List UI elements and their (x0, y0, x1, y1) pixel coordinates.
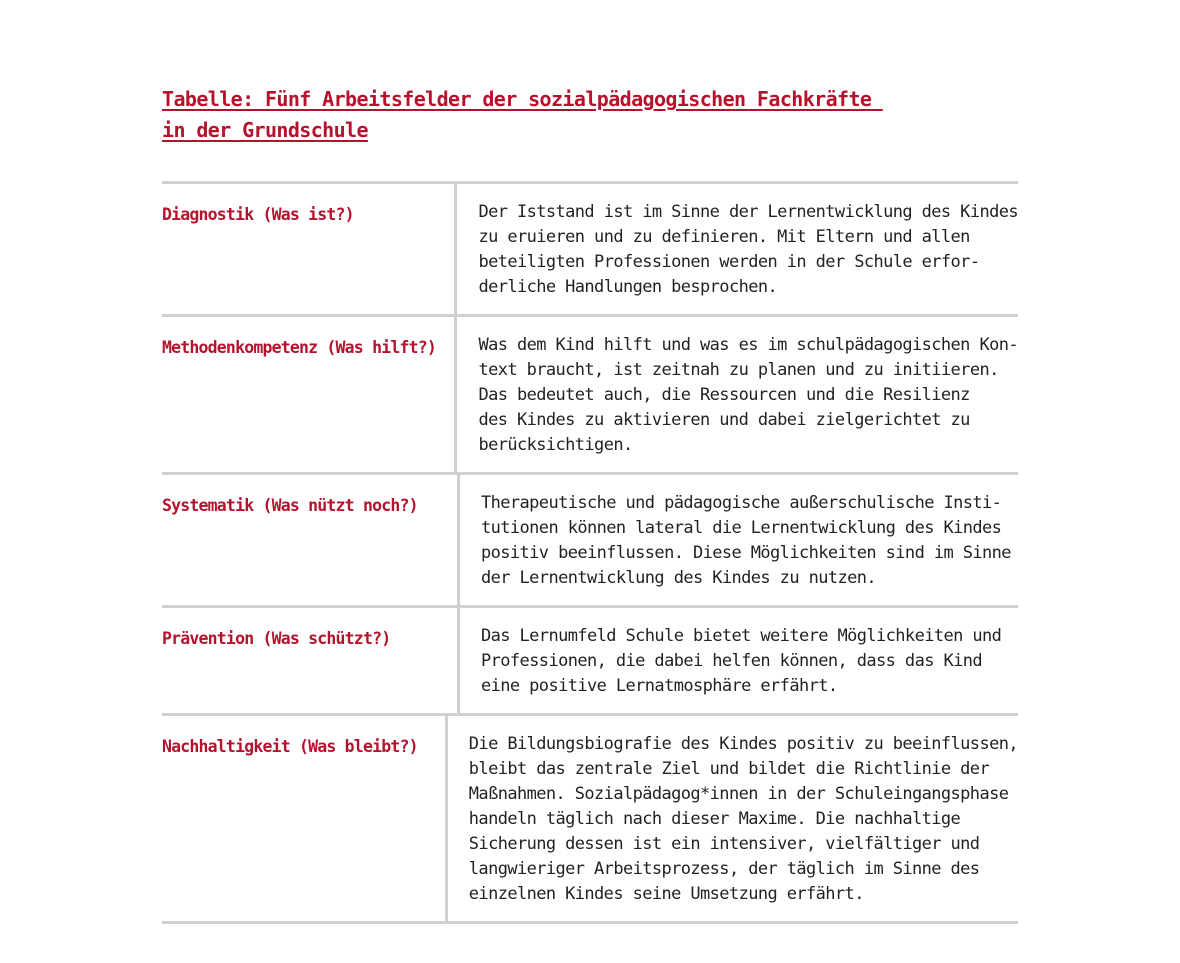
description-line: Therapeutische und pädagogische außerschulische Insti- (481, 493, 1002, 513)
row-label: Methodenkompetenz (Was hilft?) (162, 317, 457, 472)
row-description (460, 475, 1018, 605)
table-title (162, 84, 922, 146)
work-fields-table (162, 181, 1018, 924)
row-label: Diagnostik (Was ist?) (162, 184, 457, 314)
description-line: Was dem Kind hilft und was es im schulpädagogischen Kon- (478, 335, 1018, 355)
description-line: Sicherung dessen ist ein intensiver, vielfältiger und (468, 834, 980, 854)
description-line: derliche Handlungen besprochen. (478, 277, 778, 297)
description-line: handeln täglich nach dieser Maxime. Die nachhaltige (468, 809, 961, 829)
description-line: beteiligten Professionen werden in der Schule erfor- (478, 252, 980, 272)
description-line: langwieriger Arbeitsprozess, der täglich im Sinne des (468, 859, 980, 879)
description-line: bleibt das zentrale Ziel und bildet die Richtlinie der (468, 759, 990, 779)
description-line: Das bedeutet auch, die Ressourcen und die Resilienz (478, 385, 970, 405)
description-line: Das Lernumfeld Schule bietet weitere Möglichkeiten und (481, 626, 1002, 646)
row-description (457, 317, 1018, 472)
table-title-line-2: in der Grundschule (162, 118, 368, 142)
description-line: Maßnahmen. Sozialpädagog*innen in der Schuleingangsphase (468, 784, 1009, 804)
description-line: text braucht, ist zeitnah zu planen und zu initiieren. (478, 360, 999, 380)
description-line: Der Iststand ist im Sinne der Lernentwicklung des Kindes (478, 202, 1018, 222)
description-line: Die Bildungsbiografie des Kindes positiv zu beeinflussen, (468, 734, 1018, 754)
description-line: Professionen, die dabei helfen können, dass das Kind (481, 651, 983, 671)
description-line: des Kindes zu aktivieren und dabei zielgerichtet zu (478, 410, 970, 430)
table-title-line-1: Tabelle: Fünf Arbeitsfelder der sozialpädagogischen Fachkräfte (162, 87, 883, 111)
table-row (162, 184, 1018, 317)
table-row (162, 317, 1018, 475)
table-row (162, 716, 1018, 924)
row-description (448, 716, 1018, 921)
description-line: zu eruieren und zu definieren. Mit Eltern und allen (478, 227, 970, 247)
description-line: eine positive Lernatmosphäre erfährt. (481, 676, 838, 696)
row-label: Nachhaltigkeit (Was bleibt?) (162, 716, 448, 921)
description-line: einzelnen Kindes seine Umsetzung erfährt. (468, 884, 864, 904)
description-line: positiv beeinflussen. Diese Möglichkeiten sind im Sinne (481, 543, 1011, 563)
row-description (460, 608, 1018, 713)
description-line: tutionen können lateral die Lernentwicklung des Kindes (481, 518, 1002, 538)
table-row (162, 475, 1018, 608)
row-label: Systematik (Was nützt noch?) (162, 475, 460, 605)
row-label: Prävention (Was schützt?) (162, 608, 460, 713)
table-row (162, 608, 1018, 716)
row-description (457, 184, 1018, 314)
description-line: der Lernentwicklung des Kindes zu nutzen. (481, 568, 877, 588)
description-line: berücksichtigen. (478, 435, 633, 455)
